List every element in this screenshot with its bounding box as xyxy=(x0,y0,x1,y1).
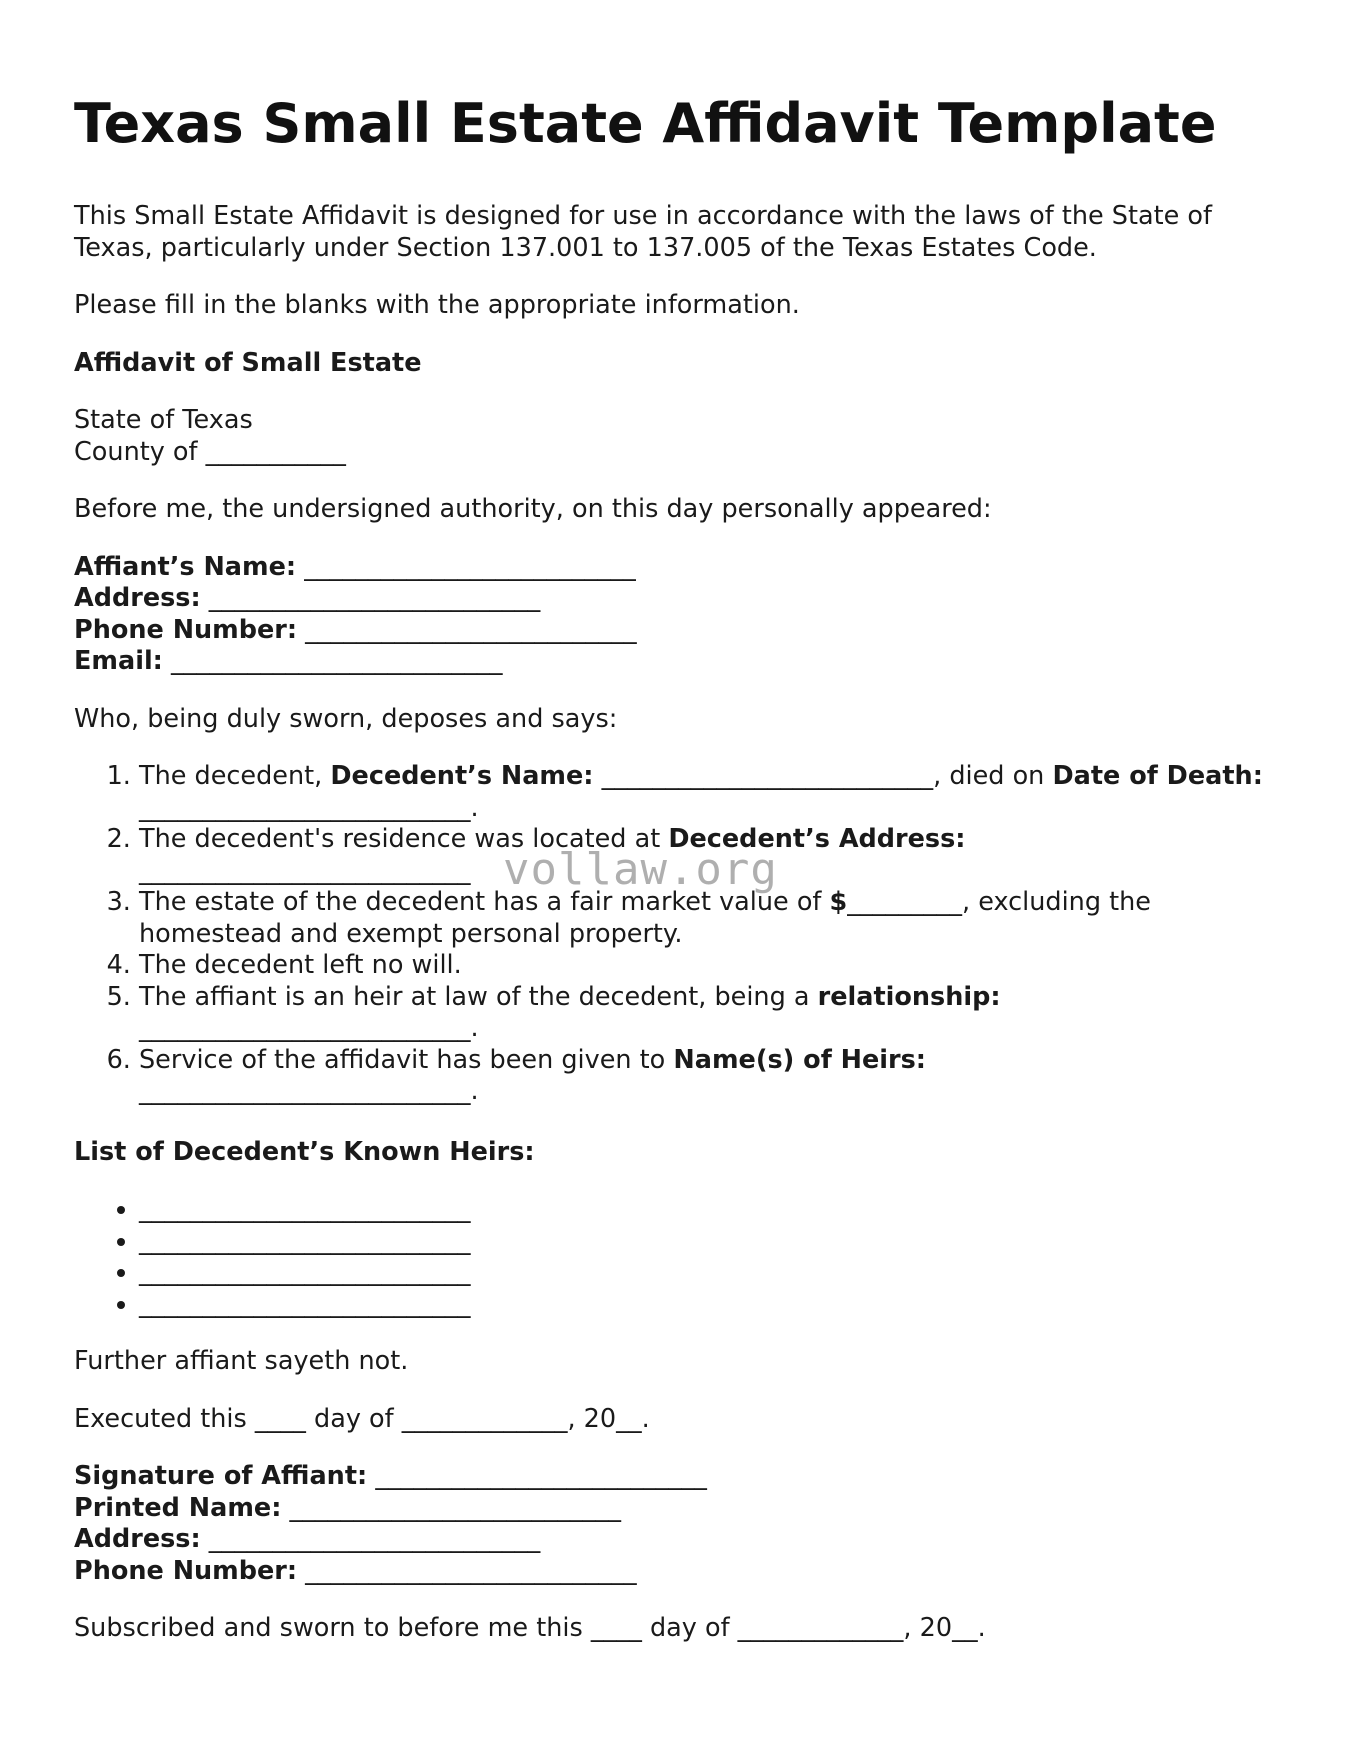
watermark: vollaw.org xyxy=(503,844,778,895)
item-3-text-2: , excluding the homestead and exempt personal property. xyxy=(139,887,1151,949)
affidavit-heading xyxy=(74,348,1264,380)
item-2-text-1: The decedent's residence was located at xyxy=(139,824,669,854)
subscribed-text-4: . xyxy=(977,1613,986,1643)
appeared-paragraph: Before me, the undersigned authority, on this day personally appeared: xyxy=(74,494,992,524)
heir-blank[interactable]: __________________________ xyxy=(139,1288,471,1319)
decedent-name-label: Decedent’s Name: xyxy=(330,761,594,791)
relationship-blank[interactable]: __________________________ xyxy=(139,1013,471,1043)
signature-blank[interactable]: __________________________ xyxy=(367,1461,707,1491)
list-item xyxy=(139,950,1264,982)
heirs-names-label: Name(s) of Heirs: xyxy=(673,1044,927,1075)
subscribed-year-blank[interactable]: __ xyxy=(952,1613,978,1643)
affiant-email-label: Email: xyxy=(74,646,163,676)
heirs-heading xyxy=(74,1137,1264,1169)
item-1-text-3: . xyxy=(470,792,479,823)
relationship-label: relationship: xyxy=(817,981,1001,1012)
affiant-phone-blank[interactable]: __________________________ xyxy=(297,614,637,645)
item-6-text-1: Service of the affidavit has been given to xyxy=(139,1044,674,1075)
affiant-name-blank[interactable]: __________________________ xyxy=(296,551,636,582)
affiant-address-blank[interactable]: __________________________ xyxy=(200,583,541,613)
heir-blank[interactable]: __________________________ xyxy=(139,1225,471,1256)
county-label: County of xyxy=(74,436,206,467)
item-5-text-2: . xyxy=(470,1013,479,1043)
list-item xyxy=(139,1257,1264,1289)
item-4-text-1: The decedent left no will. xyxy=(139,950,462,980)
heirs-heading-text: List of Decedent’s Known Heirs: xyxy=(74,1136,535,1167)
executed-text-1: Executed this xyxy=(74,1403,255,1434)
executed-month-blank[interactable]: _____________ xyxy=(401,1403,568,1434)
list-item xyxy=(139,1194,1264,1226)
executed-line xyxy=(74,1404,1264,1436)
executed-year-blank[interactable]: __ xyxy=(616,1403,642,1434)
signer-address-label: Address: xyxy=(74,1524,201,1554)
subscribed-text-2: day of xyxy=(641,1613,738,1643)
executed-text-3: , 20 xyxy=(567,1403,617,1434)
item-5-text-1: The affiant is an heir at law of the decedent, being a xyxy=(139,981,818,1012)
list-item xyxy=(139,761,1264,824)
subscribed-text-3: , 20 xyxy=(903,1613,953,1643)
affiant-email-blank[interactable]: __________________________ xyxy=(162,646,503,676)
subscribed-day-blank[interactable]: ____ xyxy=(590,1613,642,1643)
heirs-names-blank[interactable]: __________________________ xyxy=(139,1076,471,1106)
sworn-paragraph: Who, being duly sworn, deposes and says: xyxy=(74,703,618,734)
printed-name-blank[interactable]: __________________________ xyxy=(281,1492,621,1523)
list-item xyxy=(139,1289,1264,1321)
executed-text-4: . xyxy=(641,1403,650,1434)
item-1-text-2: , died on xyxy=(933,761,1053,791)
decedent-name-blank[interactable]: __________________________ xyxy=(593,761,934,791)
affiant-phone-label: Phone Number: xyxy=(74,614,298,645)
affiant-address-label: Address: xyxy=(74,583,201,613)
further-paragraph: Further affiant sayeth not. xyxy=(74,1346,409,1376)
list-item xyxy=(139,887,1264,950)
affiant-fields xyxy=(74,552,1264,678)
heir-blank[interactable]: __________________________ xyxy=(139,1194,471,1224)
list-item xyxy=(139,982,1264,1045)
subscribed-text-1: Subscribed and sworn to before me this xyxy=(74,1613,591,1643)
instructions-paragraph: Please fill in the blanks with the appropriate information. xyxy=(74,290,800,320)
venue-block xyxy=(74,405,1264,468)
affiant-name-label: Affiant’s Name: xyxy=(74,551,297,582)
list-item xyxy=(139,1226,1264,1258)
document-title: Texas Small Estate Affidavit Template xyxy=(74,92,1217,155)
item-3-text-1: The estate of the decedent has a fair market value of xyxy=(139,887,830,917)
heir-blank[interactable]: __________________________ xyxy=(139,1257,471,1287)
date-of-death-blank[interactable]: __________________________ xyxy=(139,792,471,823)
signer-address-blank[interactable]: __________________________ xyxy=(200,1524,541,1554)
dollar-sign: $ xyxy=(829,887,848,917)
subscribed-month-blank[interactable]: _____________ xyxy=(737,1613,904,1643)
affidavit-heading-text: Affidavit of Small Estate xyxy=(74,347,422,378)
executed-day-blank[interactable]: ____ xyxy=(254,1403,306,1434)
deposition-list xyxy=(74,761,1264,1108)
list-item xyxy=(139,824,1264,887)
estate-value-blank[interactable]: _________ xyxy=(847,887,963,917)
state-line: State of Texas xyxy=(74,405,253,435)
intro-paragraph: This Small Estate Affidavit is designed for use in accordance with the laws of the State of Texas, particularly under Section 137.001 to 137.005 of the Texas Estates Code. xyxy=(74,201,1212,263)
signer-phone-blank[interactable]: __________________________ xyxy=(297,1555,637,1586)
subscribed-line xyxy=(74,1613,1264,1645)
heirs-list xyxy=(74,1194,1264,1320)
list-item xyxy=(139,1045,1264,1108)
date-of-death-label: Date of Death: xyxy=(1052,761,1263,791)
county-blank[interactable]: ___________ xyxy=(205,436,346,467)
signature-label: Signature of Affiant: xyxy=(74,1461,368,1491)
document-page xyxy=(74,92,1264,1645)
decedent-address-blank[interactable]: __________________________ xyxy=(139,855,471,886)
signature-fields xyxy=(74,1461,1264,1587)
item-1-text-1: The decedent, xyxy=(139,761,331,791)
decedent-address-label: Decedent’s Address: xyxy=(668,824,966,854)
item-6-text-2: . xyxy=(470,1076,479,1106)
signer-phone-label: Phone Number: xyxy=(74,1555,298,1586)
printed-name-label: Printed Name: xyxy=(74,1492,282,1523)
executed-text-2: day of xyxy=(305,1403,402,1434)
